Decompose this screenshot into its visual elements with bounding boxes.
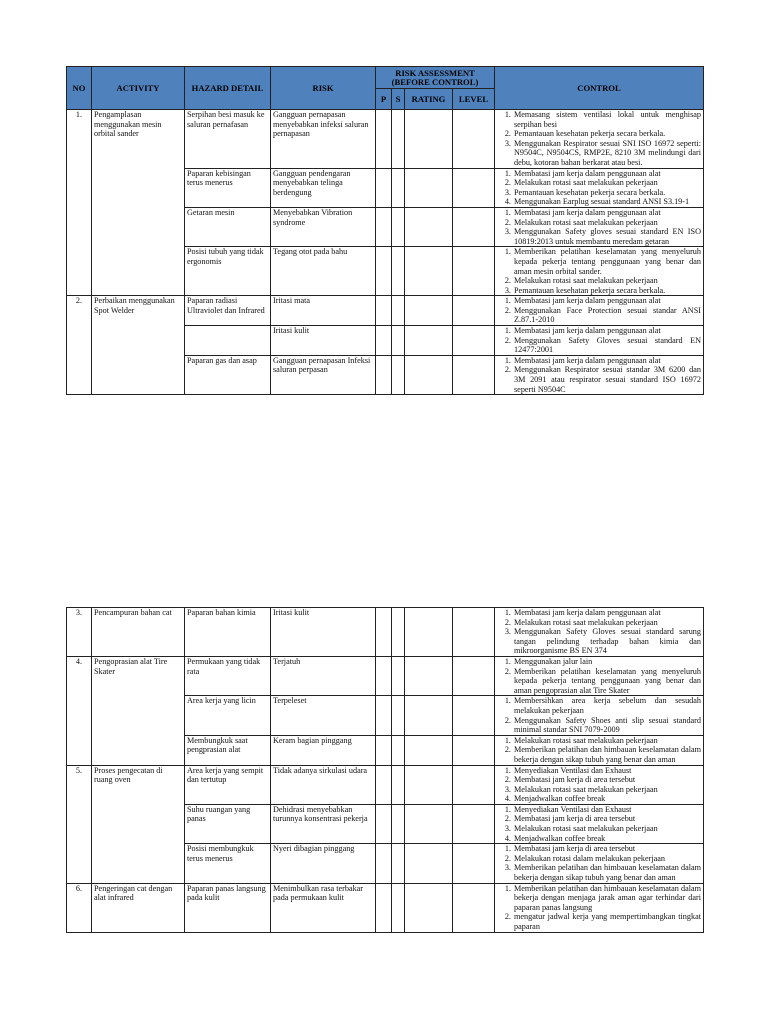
header-hazard-detail: HAZARD DETAIL xyxy=(185,67,271,110)
control-item-text: 1. Menyediakan Ventilasi dan Exhaust xyxy=(514,765,632,775)
control-list xyxy=(497,805,701,843)
table-row xyxy=(67,296,704,326)
rating-cell xyxy=(405,296,453,326)
control-cell xyxy=(495,296,704,326)
control-item xyxy=(513,834,701,844)
p-cell xyxy=(376,656,392,695)
control-item-text: 2. Memberikan pelatihan keselamatan yang menyeluruh kepada pekerja tentang penggunaan yang benar dan aman pengoprasian alat Tire Skater xyxy=(514,666,701,695)
risk-table-part-1 xyxy=(66,66,704,395)
control-item-text: 1. Memasang sistem ventilasi lokal untuk menghisap serpihan besi xyxy=(514,110,701,129)
control-item-text: 1. Menggunakan jalur lain xyxy=(514,656,593,666)
control-cell xyxy=(495,110,704,169)
control-item-text: 2. Memberikan pelatihan dan himbauan keselamatan dalam bekerja dengan sikap tubuh yang benar dan aman xyxy=(514,745,701,764)
risk-cell: Menyebabkan Vibration syndrome xyxy=(271,207,376,246)
control-cell xyxy=(495,608,704,657)
s-cell xyxy=(392,844,405,883)
p-cell xyxy=(376,247,392,296)
control-item xyxy=(513,863,701,882)
header-risk: RISK xyxy=(271,67,376,110)
control-list xyxy=(497,657,701,695)
control-list xyxy=(497,296,701,325)
control-cell xyxy=(495,765,704,804)
control-item-text: 1. Membatasi jam kerja dalam penggunaan alat xyxy=(514,355,661,365)
risk-cell: Nyeri dibagian pinggang xyxy=(271,844,376,883)
level-cell xyxy=(453,608,495,657)
control-item xyxy=(513,844,701,854)
control-item-text: 2. Melakukan rotasi saat melakukan pekerjaan xyxy=(514,617,658,627)
p-cell xyxy=(376,168,392,207)
activity-cell: Pencampuran bahan cat xyxy=(92,608,185,657)
control-item-text: 3. Memberikan pelatihan dan himbauan keselamatan dalam bekerja dengan sikap tubuh yang benar dan aman xyxy=(514,863,701,883)
s-cell xyxy=(392,608,405,657)
row-number: 1. xyxy=(67,110,92,296)
risk-cell: Iritasi kulit xyxy=(271,326,376,356)
control-item xyxy=(513,218,701,228)
control-item xyxy=(513,336,701,355)
p-cell xyxy=(376,296,392,326)
control-item-text: 1. Membatasi jam kerja dalam penggunaan alat xyxy=(514,608,661,617)
control-item xyxy=(513,794,701,804)
rating-cell xyxy=(405,844,453,883)
p-cell xyxy=(376,355,392,394)
level-cell xyxy=(453,326,495,356)
hazard-detail-cell: Paparan kebisingan terus menerus xyxy=(185,168,271,207)
control-item-text: 1. Membatasi jam kerja dalam penggunaan alat xyxy=(514,168,661,178)
s-cell xyxy=(392,696,405,735)
control-list xyxy=(497,884,701,932)
control-item xyxy=(513,178,701,188)
control-item xyxy=(513,627,701,656)
control-item xyxy=(513,805,701,815)
control-item xyxy=(513,854,701,864)
s-cell xyxy=(392,110,405,169)
control-item-text: 1. Membatasi jam kerja dalam penggunaan alat xyxy=(514,326,661,336)
level-cell xyxy=(453,696,495,735)
control-item-text: 2. Menggunakan Safety Gloves sesuai standard EN 12477:2001 xyxy=(514,335,701,355)
level-cell xyxy=(453,168,495,207)
control-cell xyxy=(495,735,704,765)
control-cell xyxy=(495,883,704,932)
control-list xyxy=(497,208,701,246)
control-item-text: 2. Menggunakan Face Protection sesuai standar ANSI Z.87.1-2010 xyxy=(514,305,701,325)
table-body xyxy=(67,110,704,395)
rating-cell xyxy=(405,110,453,169)
control-item-text: 3. Melakukan rotasi saat melakukan pekerjaan xyxy=(514,784,658,794)
control-item xyxy=(513,824,701,834)
s-cell xyxy=(392,765,405,804)
control-item-text: 2. Pemantauan kesehatan pekerja secara berkala. xyxy=(514,129,666,139)
level-cell xyxy=(453,735,495,765)
control-item xyxy=(513,657,701,667)
control-item xyxy=(513,306,701,325)
control-item-text: 2. Menggunakan Safety Shoes anti slip sesuai standard minimal standar SNI 7079-2009 xyxy=(514,715,701,735)
control-item-text: 4. Menjadwalkan coffee break xyxy=(514,833,606,843)
activity-cell: Proses pengecatan di ruang oven xyxy=(92,765,185,883)
level-cell xyxy=(453,804,495,843)
level-cell xyxy=(453,207,495,246)
hazard-detail-cell: Area kerja yang licin xyxy=(185,696,271,735)
hazard-detail-cell: Posisi membungkuk terus menerus xyxy=(185,844,271,883)
control-item-text: 3. Melakukan rotasi saat melakukan pekerjaan xyxy=(514,824,658,834)
header-no: NO xyxy=(67,67,92,110)
hazard-detail-cell: Serpihan besi masuk ke saluran pernafasan xyxy=(185,110,271,169)
table-row xyxy=(67,656,704,695)
level-cell xyxy=(453,355,495,394)
risk-cell: Tegang otot pada bahu xyxy=(271,247,376,296)
control-item-text: 1. Membatasi jam kerja dalam penggunaan alat xyxy=(514,207,661,217)
control-item xyxy=(513,745,701,764)
control-item-text: 1. Memberikan pelatihan keselamatan yang menyeluruh kepada pekerja tentang penggunaan yang benar dan aman mesin orbital sander. xyxy=(514,247,701,276)
control-item xyxy=(513,814,701,824)
hazard-detail-cell: Permukaan yang tidak rata xyxy=(185,656,271,695)
control-item xyxy=(513,775,701,785)
control-item-text: 2. Melakukan rotasi saat melakukan pekerjaan xyxy=(514,276,658,286)
control-item xyxy=(513,766,701,776)
control-cell xyxy=(495,355,704,394)
p-cell xyxy=(376,696,392,735)
control-item-text: 3. Pemantauan kesehatan pekerja secara berkala. xyxy=(514,285,666,295)
hazard-detail-cell: Suhu ruangan yang panas xyxy=(185,804,271,843)
activity-cell: Pengoprasian alat Tire Skater xyxy=(92,656,185,765)
rating-cell xyxy=(405,883,453,932)
row-number: 2. xyxy=(67,296,92,395)
control-item-text: 4. Menjadwalkan coffee break xyxy=(514,794,606,804)
control-cell xyxy=(495,656,704,695)
control-item xyxy=(513,736,701,746)
s-cell xyxy=(392,355,405,394)
control-list xyxy=(497,247,701,295)
s-cell xyxy=(392,804,405,843)
level-cell xyxy=(453,656,495,695)
hazard-detail-cell: Paparan bahan kimia xyxy=(185,608,271,657)
control-item-text: 3. Menggunakan Safety Gloves sesuai standard sarung tangan pelindung terhadap bahan kimia dan mikroorganisme BS EN 374 xyxy=(514,627,701,656)
s-cell xyxy=(392,883,405,932)
s-cell xyxy=(392,656,405,695)
header-p: P xyxy=(376,89,392,110)
hazard-detail-cell: Getaran mesin xyxy=(185,207,271,246)
control-item-text: 1. Membatasi jam kerja dalam penggunaan alat xyxy=(514,296,661,306)
control-item-text: 2. Melakukan rotasi saat melakukan pekerjaan xyxy=(514,178,658,188)
table-row xyxy=(67,608,704,657)
row-number: 6. xyxy=(67,883,92,932)
risk-cell: Gangguan pernapasan menyebabkan infeksi saluran pernapasan xyxy=(271,110,376,169)
rating-cell xyxy=(405,355,453,394)
control-item xyxy=(513,139,701,168)
activity-cell: Perbaikan menggunakan Spot Welder xyxy=(92,296,185,395)
control-list xyxy=(497,608,701,656)
hazard-detail-cell xyxy=(185,326,271,356)
p-cell xyxy=(376,735,392,765)
control-list xyxy=(497,844,701,882)
table-row xyxy=(67,765,704,804)
p-cell xyxy=(376,844,392,883)
s-cell xyxy=(392,296,405,326)
p-cell xyxy=(376,765,392,804)
risk-cell: Tidak adanya sirkulasi udara xyxy=(271,765,376,804)
control-cell xyxy=(495,247,704,296)
control-item-text: 2. Menggunakan Respirator sesuai standar 3M 6200 dan 3M 2091 atau respirator sesuai standard ISO 16972 seperti N9504C xyxy=(514,365,701,394)
control-item-text: 3. Menggunakan Respirator sesuai SNI ISO 16972 seperti: N9504C, N9504CS, RMP2E, 8210 3M melindungi dari debu, kotoran bahan berkarat atau besi. xyxy=(514,138,701,167)
hazard-detail-cell: Paparan gas dan asap xyxy=(185,355,271,394)
control-item-text: 2. Membatasi jam kerja di area tersebut xyxy=(514,775,636,785)
p-cell xyxy=(376,110,392,169)
hazard-detail-cell: Membungkuk saat pengprasian alat xyxy=(185,735,271,765)
header-rating: RATING xyxy=(405,89,453,110)
hazard-detail-cell: Posisi tubuh yang tidak ergonomis xyxy=(185,247,271,296)
control-list xyxy=(497,736,701,765)
s-cell xyxy=(392,735,405,765)
rating-cell xyxy=(405,735,453,765)
rating-cell xyxy=(405,765,453,804)
control-item xyxy=(513,208,701,218)
header-risk-assessment: RISK ASSESSMENT (BEFORE CONTROL) xyxy=(376,67,495,89)
risk-cell: Iritasi mata xyxy=(271,296,376,326)
s-cell xyxy=(392,207,405,246)
level-cell xyxy=(453,883,495,932)
p-cell xyxy=(376,608,392,657)
control-item xyxy=(513,326,701,336)
control-cell xyxy=(495,844,704,883)
control-item xyxy=(513,197,701,207)
table-header xyxy=(67,67,704,110)
table-body xyxy=(67,608,704,933)
p-cell xyxy=(376,207,392,246)
control-item xyxy=(513,276,701,286)
risk-cell: Iritasi kulit xyxy=(271,608,376,657)
level-cell xyxy=(453,844,495,883)
control-cell xyxy=(495,804,704,843)
table-row xyxy=(67,110,704,169)
rating-cell xyxy=(405,656,453,695)
hazard-detail-cell: Paparan panas langsung pada kulit xyxy=(185,883,271,932)
risk-cell: Terpeleset xyxy=(271,696,376,735)
control-item xyxy=(513,296,701,306)
level-cell xyxy=(453,765,495,804)
control-item xyxy=(513,696,701,715)
control-item-text: 1. Melakukan rotasi saat melakukan pekerjaan xyxy=(514,735,658,745)
control-item xyxy=(513,110,701,129)
activity-cell: Pengamplasan menggunakan mesin orbital sander xyxy=(92,110,185,296)
rating-cell xyxy=(405,326,453,356)
control-item xyxy=(513,785,701,795)
control-item xyxy=(513,365,701,394)
hazard-detail-cell: Area kerja yang sempit dan tertutup xyxy=(185,765,271,804)
control-list xyxy=(497,326,701,355)
control-list xyxy=(497,110,701,168)
control-item xyxy=(513,884,701,913)
s-cell xyxy=(392,168,405,207)
p-cell xyxy=(376,804,392,843)
level-cell xyxy=(453,296,495,326)
control-item-text: 1. Membersihkan area kerja sebelum dan sesudah melakukan pekerjaan xyxy=(514,696,701,715)
control-item-text: 4. Menggunakan Earplug sesuai standard ANSI S3.19-1 xyxy=(514,197,690,207)
s-cell xyxy=(392,326,405,356)
rating-cell xyxy=(405,207,453,246)
risk-cell: Terjatuh xyxy=(271,656,376,695)
control-item-text: 1. Menyediakan Ventilasi dan Exhaust xyxy=(514,804,632,814)
control-cell xyxy=(495,696,704,735)
control-cell xyxy=(495,168,704,207)
control-item-text: 1. Membatasi jam kerja di area tersebut xyxy=(514,844,636,854)
risk-cell: Gangguan pernapasan Infeksi saluran perpasan xyxy=(271,355,376,394)
control-item-text: 1. Memberikan pelatihan dan himbauan keselamatan dalam bekerja dengan menjaga jarak aman agar terhindar dari paparan panas langsung xyxy=(514,883,701,912)
control-list xyxy=(497,169,701,207)
header-activity: ACTIVITY xyxy=(92,67,185,110)
level-cell xyxy=(453,110,495,169)
control-list xyxy=(497,696,701,734)
control-item xyxy=(513,129,701,139)
row-number: 4. xyxy=(67,656,92,765)
control-item-text: 3. Pemantauan kesehatan pekerja secara berkala. xyxy=(514,187,666,197)
risk-cell: Gangguan pendengaran menyebabkan telinga berdengung xyxy=(271,168,376,207)
p-cell xyxy=(376,883,392,932)
s-cell xyxy=(392,247,405,296)
control-item-text: 2. mengatur jadwal kerja yang mempertimbangkan tingkat paparan xyxy=(514,912,701,931)
risk-cell: Dehidrasi menyebabkan turunnya konsentrasi pekerja xyxy=(271,804,376,843)
risk-cell: Menimbulkan rasa terbakar pada permukaan kulit xyxy=(271,883,376,932)
header-s: S xyxy=(392,89,405,110)
p-cell xyxy=(376,326,392,356)
hazard-detail-cell: Paparan radiasi Ultraviolet dan Infrared xyxy=(185,296,271,326)
control-item-text: 2. Membatasi jam kerja di area tersebut xyxy=(514,814,636,824)
rating-cell xyxy=(405,608,453,657)
control-item xyxy=(513,618,701,628)
control-item xyxy=(513,169,701,179)
header-control: CONTROL xyxy=(495,67,704,110)
rating-cell xyxy=(405,804,453,843)
table-row xyxy=(67,883,704,932)
level-cell xyxy=(453,247,495,296)
control-list xyxy=(497,766,701,804)
control-cell xyxy=(495,207,704,246)
control-item xyxy=(513,912,701,931)
control-item xyxy=(513,608,701,618)
row-number: 3. xyxy=(67,608,92,657)
control-item xyxy=(513,356,701,366)
control-item xyxy=(513,227,701,246)
control-item-text: 3. Menggunakan Safety gloves sesuai standard EN ISO 10819:2013 untuk membantu meredam getaran xyxy=(514,227,701,246)
risk-cell: Keram bagian pinggang xyxy=(271,735,376,765)
control-item xyxy=(513,716,701,735)
control-item xyxy=(513,667,701,696)
control-cell xyxy=(495,326,704,356)
control-item-text: 2. Melakukan rotasi saat melakukan pekerjaan xyxy=(514,217,658,227)
control-item-text: 2. Melakukan rotasi dalam melakukan pekerjaan xyxy=(514,853,665,863)
activity-cell: Pengeringan cat dengan alat infrared xyxy=(92,883,185,932)
control-item xyxy=(513,188,701,198)
control-item xyxy=(513,286,701,296)
rating-cell xyxy=(405,168,453,207)
control-item xyxy=(513,247,701,276)
row-number: 5. xyxy=(67,765,92,883)
rating-cell xyxy=(405,696,453,735)
rating-cell xyxy=(405,247,453,296)
header-level: LEVEL xyxy=(453,89,495,110)
control-list xyxy=(497,356,701,394)
risk-table-part-2 xyxy=(66,607,704,933)
